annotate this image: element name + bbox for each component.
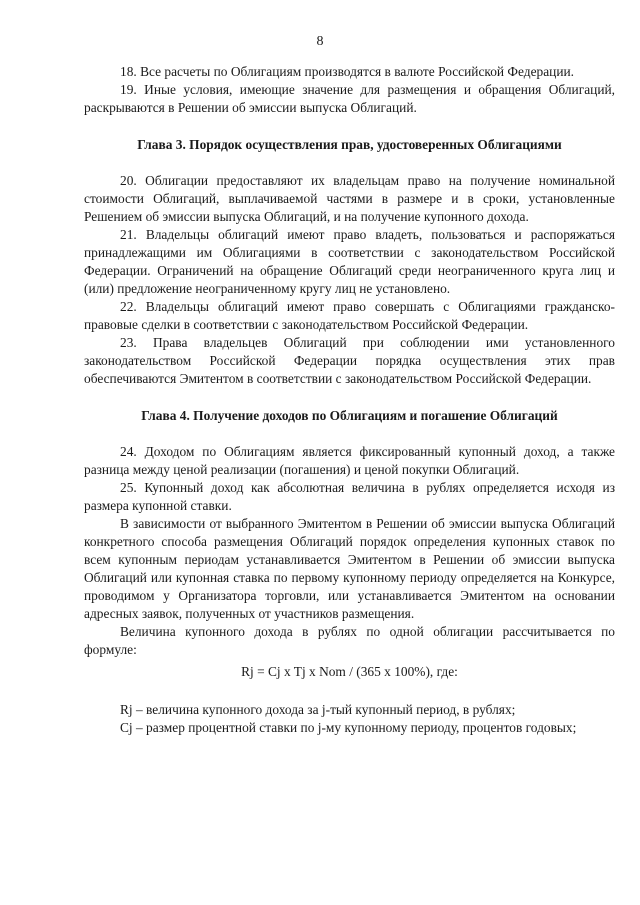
paragraph-22: 22. Владельцы облигаций имеют право совершать с Облигациями гражданско-правовые сделки в соответствии с законодательством Российской Федерации. xyxy=(84,299,615,332)
chapter-3-heading: Глава 3. Порядок осуществления прав, удостоверенных Облигациями xyxy=(137,137,562,152)
definition-rj: Rj – величина купонного дохода за j-тый купонный период, в рублях; xyxy=(120,702,516,717)
paragraph-20: 20. Облигации предоставляют их владельцам право на получение номинальной стоимости Облигаций, выплачиваемой частями в размере и в сроки, установленные Решением об эмиссии выпуска Облигаций, и на получение купонного дохода. xyxy=(84,173,615,224)
document-body xyxy=(84,63,615,737)
page-number: 8 xyxy=(316,34,324,49)
chapter-4-heading: Глава 4. Получение доходов по Облигациям и погашение Облигаций xyxy=(141,408,558,423)
paragraph-24: 24. Доходом по Облигациям является фиксированный купонный доход, а также разница между ценой реализации (погашения) и ценой покупки Облигаций. xyxy=(84,444,615,477)
definition-cj: Cj – размер процентной ставки по j-му купонному периоду, процентов годовых; xyxy=(120,720,577,735)
paragraph-19: 19. Иные условия, имеющие значение для размещения и обращения Облигаций, раскрываются в Решении об эмиссии выпуска Облигаций. xyxy=(84,82,615,115)
paragraph-21: 21. Владельцы облигаций имеют право владеть, пользоваться и распоряжаться принадлежащими им Облигациями в соответствии с законодательством Российской Федерации. Ограничений на обращение Облигаций среди неограниченного круга лиц и (или) предложение неограниченному кругу лиц не установлено. xyxy=(84,227,615,296)
paragraph-18: 18. Все расчеты по Облигациям производятся в валюте Российской Федерации. xyxy=(120,64,575,79)
formula-intro: Величина купонного дохода в рублях по одной облигации рассчитывается по формуле: xyxy=(84,624,615,657)
paragraph-25: 25. Купонный доход как абсолютная величина в рублях определяется исходя из размера купонной ставки. xyxy=(84,480,615,513)
paragraph-25-continuation: В зависимости от выбранного Эмитентом в Решении об эмиссии выпуска Облигаций конкретного способа размещения Облигаций порядок определения купонных ставок по всем купонным периодам устанавливается Эмитентом в Решении об эмиссии выпуска Облигаций или купонная ставка по первому купонному периоду определяется на Конкурсе, проводимом у Организатора торговли, или устанавливается Эмитентом на основании адресных заявок, полученных от участников размещения. xyxy=(84,516,615,621)
paragraph-23: 23. Права владельцев Облигаций при соблюдении ими установленного законодательством Российской Федерации порядка осуществления этих прав обеспечиваются Эмитентом в соответствии с законодательством Российской Федерации. xyxy=(84,335,615,386)
coupon-formula: Rj = Cj x Tj x Nom / (365 x 100%), где: xyxy=(241,664,458,679)
